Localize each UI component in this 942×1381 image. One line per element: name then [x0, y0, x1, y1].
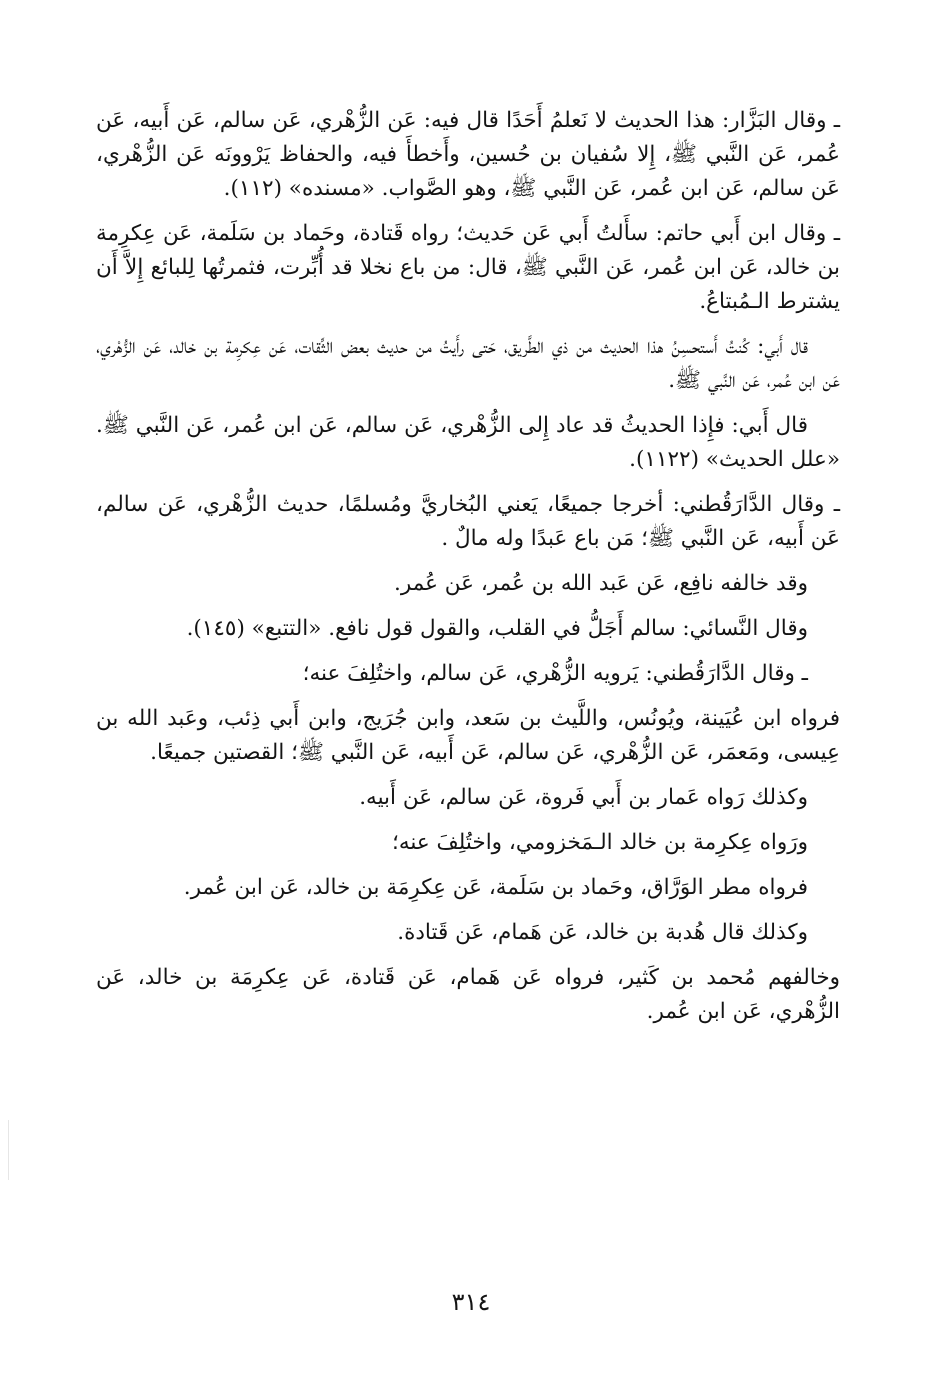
paragraph-ibn-abi-hatim: ـ وقال ابن أَبي حاتم: سأَلتُ أَبي عَن حَديث؛ رواه قَتادة، وحَماد بن سَلَمة، عَن عِكرِمة بن خالد، عَن ابن عُمر، عَن النَّبي ﷺ، قال: من باع نخلا قد أُبِّرت، فثمرتُها لِلبائع إِلاَّ أَن يشترط الـمُبتاعُ.	[96, 221, 840, 314]
paragraph-ibn-uyayna: فرواه ابن عُيَينة، ويُونُس، واللَّيث بن سَعد، وابن جُرَيج، وابن أَبي ذِئب، وعَبد الله بن عِيسى، ومَعمَر، عَن الزُّهْري، عَن سالم، عَن أَبيه، عَن النَّبي ﷺ؛ القصتين جميعًا.	[96, 706, 840, 765]
paragraph-daraqutni-akhraja: ـ وقال الدَّارَقُطني: أخرجا جميعًا، يَعني البُخاريَّ ومُسلمًا، حديث الزُّهْري، عَن سالم، عَن أَبيه، عَن النَّبي ﷺ؛ مَن باع عَبدًا وله مالٌ .	[96, 492, 840, 551]
paragraph-nasai: وقال النَّسائي: سالم أَجَلُّ في القلب، والقول قول نافع. «التتبع» (١٤٥).	[186, 616, 808, 641]
paragraph-hudba: وكذلك قال هُدبة بن خالد، عَن هَمام، عَن قَتادة.	[397, 920, 808, 945]
paragraph-muhammad-kathir: وخالفهم مُحمد بن كَثير، فرواه عَن هَمام، عَن قَتادة، عَن عِكرِمَة بن خالد، عَن الزُّهْري، عَن ابن عُمر.	[96, 965, 840, 1024]
scan-edge-mark	[8, 1120, 9, 1180]
paragraph-ammar: وكذلك رَواه عَمار بن أَبي فَروة، عَن سالم، عَن أَبيه.	[359, 785, 808, 810]
paragraph-nafi-khalafa: وقد خالفه نافِع، عَن عَبد الله بن عُمر، عَن عُمر.	[394, 571, 808, 596]
paragraph-ikrima-makhzumi: ورَواه عِكرِمة بن خالد الـمَخزومي، واختُلِفَ عنه؛	[392, 830, 808, 855]
page-number: ٣١٤	[451, 1288, 491, 1316]
paragraph-matar-warraq: فرواه مطر الوَرَّاق، وحَماد بن سَلَمة، عَن عِكرِمَة بن خالد، عَن ابن عُمر.	[183, 875, 808, 900]
paragraph-abi-istihsan: قال أَبي: كُنتُ أَستحسِنُ هذا الحديث من ذي الطَّريق، حَتى رأَيتُ من حديث بعض الثِّقات، عَن عِكرِمة بن خالد، عَن الزُّهْري، عَن ابن عُمر، عَن النَّبي ﷺ.	[96, 334, 840, 393]
page-body	[96, 104, 840, 1040]
paragraph-daraqutni-yarwihi: ـ وقال الدَّارَقُطني: يَرويه الزُّهْري، عَن سالم، واختُلِفَ عنه؛	[302, 661, 808, 686]
paragraph-bazzar: ـ وقال البَزَّار: هذا الحديث لا نَعلمُ أَحَدًا قال فيه: عَن الزُّهْري، عَن سالم، عَن أَبيه، عَن عُمر، عَن النَّبي ﷺ، إِلا سُفيان بن حُسين، وأَخطأَ فيه، والحفاظ يَرْوونَه عَن الزُّهْري، عَن سالم، عَن ابن عُمر، عَن النَّبي ﷺ، وهو الصَّواب. «مسنده» (١١٢).	[96, 108, 840, 201]
paragraph-abi-zuhri: قال أَبي: فإِذا الحديثُ قد عاد إِلى الزُّهْري، عَن سالم، عَن ابن عُمر، عَن النَّبي ﷺ. «علل الحديث» (١١٢٢).	[96, 413, 840, 472]
